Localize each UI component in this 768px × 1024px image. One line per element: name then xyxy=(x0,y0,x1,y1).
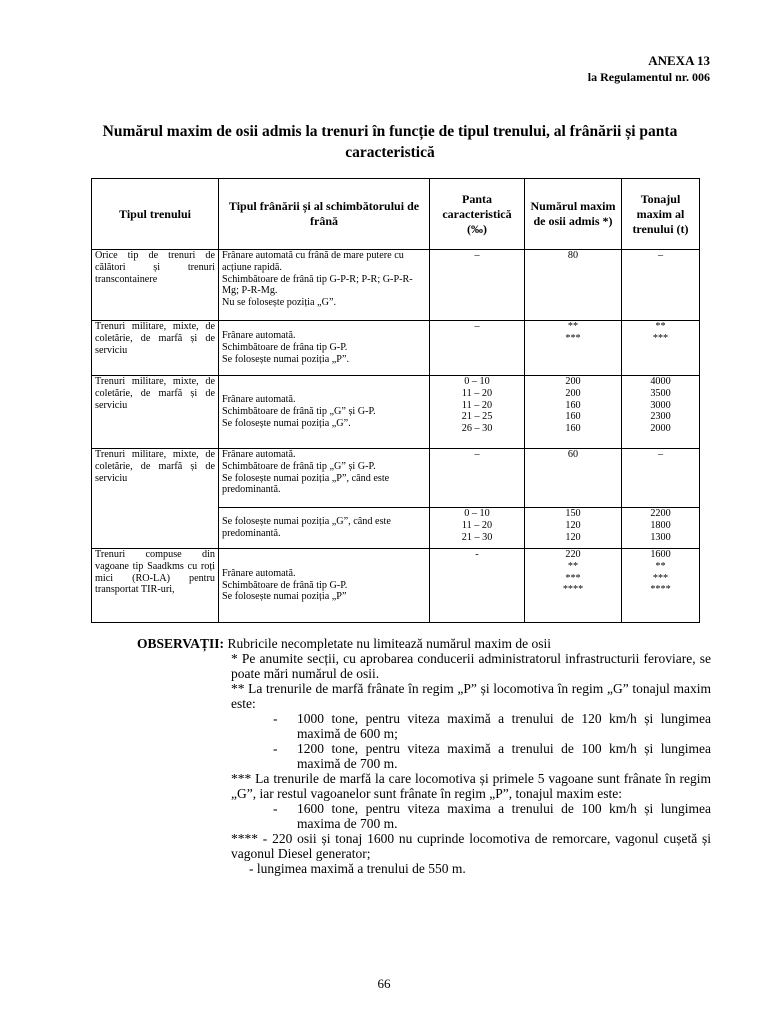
note-two-stars-item xyxy=(137,711,711,741)
note-item-text: 1200 tone, pentru viteza maximă a trenului de 100 km/h și lungimea maximă de 700 m. xyxy=(297,741,711,771)
axles-cell xyxy=(525,449,622,508)
dash-marker: - xyxy=(273,711,278,726)
table-row xyxy=(92,250,700,321)
axles-cell xyxy=(525,321,622,376)
brake-type-cell xyxy=(219,508,430,549)
header-brake-type: Tipul frânării și al schimbătorului de frână xyxy=(219,179,430,250)
axles-value: 160 xyxy=(565,411,581,423)
tonnage-value: 2000 xyxy=(650,423,671,435)
observations-intro xyxy=(137,636,711,651)
slope-cell xyxy=(430,549,525,623)
note-item-text: 1000 tone, pentru viteza maximă a trenului de 120 km/h și lungimea maximă de 600 m; xyxy=(297,711,711,741)
brake-line: Se folosește numai poziția „P” xyxy=(222,591,347,603)
table-row xyxy=(92,449,700,508)
axles-value: 200 xyxy=(565,376,581,387)
tonnage-value: *** xyxy=(652,572,669,584)
tonnage-value: 2300 xyxy=(650,411,671,423)
note-three-stars-item xyxy=(137,801,711,831)
slope-cell xyxy=(430,449,525,508)
train-type-cell: Orice tip de trenuri de călători și trenuri transcontainere xyxy=(92,250,219,321)
brake-line: Se folosește numai poziția „P”, când este predominantă. xyxy=(222,472,390,496)
header-max-axles: Numărul maxim de osii admis *) xyxy=(525,179,622,250)
tonnage-value: – xyxy=(657,250,664,261)
tonnage-cell xyxy=(622,508,700,549)
observations xyxy=(137,636,711,876)
tonnage-cell xyxy=(622,449,700,508)
brake-line: Schimbătoare de frână tip G-P-R; P-R; G-P-R-Mg; P-R-Mg. xyxy=(222,273,413,297)
brake-line: Se folosește numai poziția „G”, când este predominantă. xyxy=(222,516,391,539)
dash-marker: - xyxy=(273,741,278,756)
axles-value: 200 xyxy=(565,387,581,399)
slope-value: 11 – 20 xyxy=(461,399,493,411)
brake-line: Schimbătoare de frână tip G-P. xyxy=(222,579,348,591)
slope-cell xyxy=(430,321,525,376)
note-four-stars-length: - lungimea maximă a trenului de 550 m. xyxy=(249,861,466,876)
page-title: Numărul maxim de osii admis la trenuri în funcție de tipul trenului, al frânării și panta caracteristică xyxy=(102,123,678,161)
tonnage-value: 3000 xyxy=(650,399,671,411)
slope-cell xyxy=(430,508,525,549)
axles-value: *** xyxy=(565,572,581,584)
axles-value: 220 xyxy=(565,549,581,560)
brake-line: Se folosește numai poziția „G”. xyxy=(222,417,351,429)
note-four-stars: **** - 220 osii și tonaj 1600 nu cuprinde locomotiva de remorcare, vagonul cușetă și vagonul Diesel generator; xyxy=(231,831,711,861)
tonnage-value: **** xyxy=(650,584,671,596)
train-type-cell: Trenuri militare, mixte, de coletărie, de marfă și de serviciu xyxy=(92,449,219,549)
slope-cell xyxy=(430,250,525,321)
tonnage-value: 1600 xyxy=(650,549,671,560)
observations-intro-text: Rubricile necompletate nu limitează numărul maxim de osii xyxy=(227,636,551,651)
table-row xyxy=(92,376,700,449)
table-row xyxy=(92,321,700,376)
axles-value: 60 xyxy=(567,449,579,460)
brake-type-cell xyxy=(219,549,430,623)
brake-type-cell xyxy=(219,449,430,508)
slope-value: - xyxy=(475,549,479,560)
header-max-tonnage: Tonajul maxim al trenului (t) xyxy=(622,179,700,250)
brake-type-cell xyxy=(219,376,430,449)
slope-value: – xyxy=(474,321,480,332)
note-two-stars: ** La trenurile de marfă frânate în regim „P” și locomotiva în regim „G” tonajul maxim este: xyxy=(231,681,711,711)
axles-value: ** xyxy=(567,321,579,332)
train-type-cell: Trenuri compuse din vagoane tip Saadkms cu roți mici (RO-LA) pentru transportat TIR-uri, xyxy=(92,549,219,623)
tonnage-value: – xyxy=(657,449,664,460)
table-row xyxy=(92,549,700,623)
axles-value: 120 xyxy=(565,519,581,531)
slope-value: – xyxy=(474,449,480,460)
brake-line: Schimbătoare de frâna tip G-P. xyxy=(222,342,348,354)
annex-regulation: la Regulamentul nr. 006 xyxy=(587,70,710,84)
tonnage-value: 1800 xyxy=(650,519,671,531)
axles-value: 160 xyxy=(565,399,581,411)
axles-cell xyxy=(525,549,622,623)
tonnage-value: 3500 xyxy=(650,387,671,399)
brake-line: Se folosește numai poziția „P”. xyxy=(222,353,350,365)
note-item-text: 1600 tone, pentru viteza maxima a trenului de 100 km/h și lungimea maxima de 700 m. xyxy=(297,801,711,831)
axle-table xyxy=(91,178,700,623)
axles-cell xyxy=(525,508,622,549)
axles-value: ** xyxy=(567,560,579,572)
axles-value: 80 xyxy=(567,250,579,261)
header-slope: Panta caracteristică (‰) xyxy=(430,179,525,250)
slope-value: 0 – 10 xyxy=(464,376,490,387)
brake-line: Frânare automată cu frână de mare putere cu acțiune rapidă. xyxy=(222,250,404,273)
brake-line: Frânare automată. xyxy=(222,449,296,460)
note-two-stars-item xyxy=(137,741,711,771)
annex-header xyxy=(588,52,710,85)
axles-value: 120 xyxy=(565,531,581,543)
slope-cell xyxy=(430,376,525,449)
axles-value: 160 xyxy=(565,423,581,435)
slope-value: 11 – 20 xyxy=(461,519,493,531)
brake-line: Frânare automată. xyxy=(222,394,296,406)
slope-value: 21 – 30 xyxy=(461,531,493,543)
table-header-row xyxy=(92,179,700,250)
dash-marker: - xyxy=(273,801,278,816)
tonnage-value: 1300 xyxy=(650,531,671,543)
slope-value: 26 – 30 xyxy=(461,423,493,435)
tonnage-value: ** xyxy=(655,560,666,572)
tonnage-cell xyxy=(622,376,700,449)
tonnage-cell xyxy=(622,321,700,376)
tonnage-value: 2200 xyxy=(650,508,671,519)
tonnage-cell xyxy=(622,250,700,321)
brake-line: Schimbătoare de frână tip „G” și G-P. xyxy=(222,406,376,418)
observations-label: OBSERVAȚII: xyxy=(137,636,225,651)
slope-value: – xyxy=(474,250,480,261)
tonnage-value: ** xyxy=(655,321,666,332)
brake-line: Frânare automată. xyxy=(222,567,296,579)
train-type-cell: Trenuri militare, mixte, de coletărie, de marfă și de serviciu xyxy=(92,376,219,449)
tonnage-cell xyxy=(622,549,700,623)
note-three-stars: *** La trenurile de marfă la care locomotiva și primele 5 vagoane sunt frânate în regim „G”, iar restul vagoanelor sunt frânate în regim „P”, tonajul maxim este: xyxy=(231,771,711,801)
train-type-cell: Trenuri militare, mixte, de coletărie, de marfă și de serviciu xyxy=(92,321,219,376)
axles-value: *** xyxy=(565,332,581,344)
slope-value: 0 – 10 xyxy=(464,508,490,519)
tonnage-value: *** xyxy=(652,332,669,344)
axles-value: 150 xyxy=(565,508,581,519)
tonnage-value: 4000 xyxy=(650,376,671,387)
slope-value: 21 – 25 xyxy=(461,411,493,423)
note-one-star: * Pe anumite secții, cu aprobarea conducerii administratorul infrastructurii feroviare, se poate mări numărul de osii. xyxy=(231,651,711,681)
axles-cell xyxy=(525,250,622,321)
header-train-type: Tipul trenului xyxy=(92,179,219,250)
brake-line: Nu se folosește poziția „G”. xyxy=(222,297,337,309)
axles-value: **** xyxy=(562,584,584,596)
axles-cell xyxy=(525,376,622,449)
brake-line: Frânare automată. xyxy=(222,330,296,342)
brake-type-cell xyxy=(219,250,430,321)
brake-line: Schimbătoare de frână tip „G” și G-P. xyxy=(222,460,376,472)
slope-value: 11 – 20 xyxy=(461,387,493,399)
page-number: 66 xyxy=(377,976,391,991)
annex-number: ANEXA 13 xyxy=(648,53,710,68)
brake-type-cell xyxy=(219,321,430,376)
